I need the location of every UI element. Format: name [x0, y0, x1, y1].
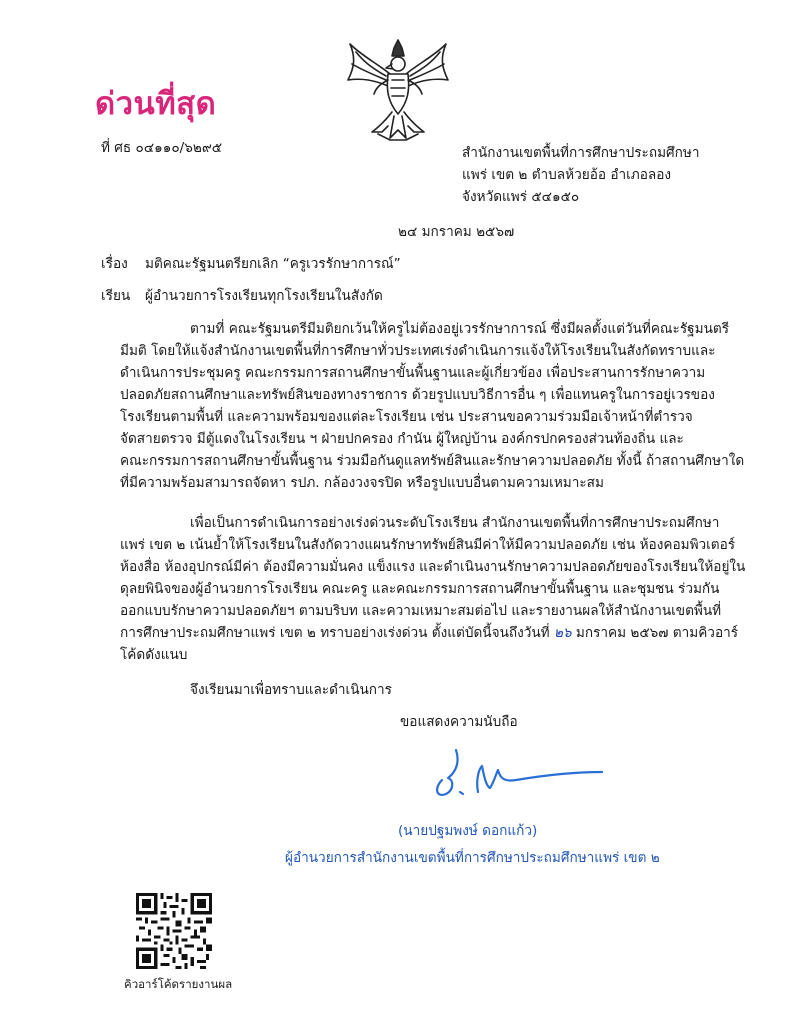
paragraph-2-line: แพร่ เขต ๒ เน้นย้ำให้โรงเรียนในสังกัดวางแผนรักษาทรัพย์สินมีค่าให้มีความปลอดภัย เช่น ห้องคอมพิวเตอร์ — [120, 537, 736, 553]
qr-caption: คิวอาร์โค้ดรายงานผล — [124, 977, 233, 991]
paragraph-1-line: มีมติ โดยให้แจ้งสำนักงานเขตพื้นที่การศึกษาทั่วประเทศเร่งดำเนินการแจ้งให้โรงเรียนในสังกัดทราบและ — [120, 343, 716, 359]
paragraph-1-line: ดำเนินการประชุมครู คณะกรรมการสถานศึกษาขั้นพื้นฐานและผู้เกี่ยวข้อง เพื่อประสานการรักษาความ — [120, 365, 706, 381]
reference-number: ที่ ศธ ๐๔๑๑๐/๖๒๙๕ — [101, 140, 223, 156]
recipient-label: เรียน — [101, 288, 131, 304]
deadline-prefix: การศึกษาประถมศึกษาแพร่ เขต ๒ ทราบอย่างเร่งด่วน ตั้งแต่บัดนี้จนถึงวันที่ — [120, 625, 550, 641]
subject-label: เรื่อง — [101, 256, 128, 272]
urgency-stamp: ด่วนที่สุด — [95, 86, 217, 122]
paragraph-1-line: โรงเรียนตามพื้นที่ และความพร้อมของแต่ละโรงเรียน เช่น ประสานขอความร่วมมือเจ้าหน้าที่ตำรวจ — [120, 409, 693, 425]
paragraph-1-line: ที่มีความพร้อมสามารถจัดหา รปภ. กล้องวงจรปิด หรือรูปแบบอื่นตามความเหมาะสม — [120, 475, 604, 491]
signatory-name: (นายปฐมพงษ์ ดอกแก้ว) — [398, 823, 538, 839]
paragraph-1-line: คณะกรรมการสถานศึกษาขั้นพื้นฐาน ร่วมมือกันดูแลทรัพย์สินและรักษาความปลอดภัย ทั้งนี้ ถ้าสถานศึกษาใด — [120, 453, 745, 469]
paragraph-2-line: เพื่อเป็นการดำเนินการอย่างเร่งด่วนระดับโรงเรียน สำนักงานเขตพื้นที่การศึกษาประถมศึกษา — [190, 515, 720, 531]
recipient-text: ผู้อำนวยการโรงเรียนทุกโรงเรียนในสังกัด — [145, 288, 383, 304]
deadline-suffix: มกราคม ๒๕๖๗ ตามคิวอาร์ — [575, 625, 739, 641]
paragraph-2-line: ออกแบบรักษาความปลอดภัยฯ ตามบริบท และความเหมาะสมต่อไป และรายงานผลให้สำนักงานเขตพื้นที่ — [120, 603, 722, 619]
paragraph-2-deadline-line — [120, 622, 739, 644]
paragraph-1-line: ตามที่ คณะรัฐมนตรีมีมติยกเว้นให้ครูไม่ต้องอยู่เวรรักษาการณ์ ซึ่งมีผลตั้งแต่วันที่คณะรัฐมนตรี — [190, 321, 730, 337]
closing-request: จึงเรียนมาเพื่อทราบและดำเนินการ — [190, 682, 392, 698]
paragraph-1-line: จัดสายตรวจ มีตู้แดงในโรงเรียน ฯ ฝ่ายปกครอง กำนัน ผู้ใหญ่บ้าน องค์กรปกครองส่วนท้องถิ่น และ — [120, 431, 684, 447]
paragraph-2-line: โค้ดดังแนบ — [120, 647, 188, 663]
deadline-day-handwritten: ๒๖ — [553, 625, 572, 641]
qr-code-icon — [136, 893, 212, 969]
paragraph-1-line: ปลอดภัยสถานศึกษาและทรัพย์สินของทางราชการ ด้วยรูปแบบวิธีการอื่น ๆ เพื่อแทนครูในการอยู่เวรของ — [120, 387, 715, 403]
sender-office-line-3: จังหวัดแพร่ ๕๔๑๕๐ — [462, 189, 580, 205]
complimentary-close: ขอแสดงความนับถือ — [400, 714, 518, 730]
paragraph-2-line: ดุลยพินิจของผู้อำนวยการโรงเรียน คณะครู และคณะกรรมการสถานศึกษาขั้นพื้นฐาน และชุมชน ร่วมกัน — [120, 581, 720, 597]
garuda-emblem-icon — [342, 34, 454, 146]
subject-text: มติคณะรัฐมนตรียกเลิก “ครูเวรรักษาการณ์” — [145, 256, 401, 272]
signatory-position: ผู้อำนวยการสำนักงานเขตพื้นที่การศึกษาประถมศึกษาแพร่ เขต ๒ — [285, 850, 660, 866]
handwritten-signature-icon — [420, 742, 610, 804]
letter-date: ๒๔ มกราคม ๒๕๖๗ — [398, 224, 515, 240]
paragraph-2-line: ห้องสื่อ ห้องอุปกรณ์มีค่า ต้องมีความมั่นคง แข็งแรง และดำเนินงานรักษาความปลอดภัยของโรงเรียนให้อยู่ใน — [120, 559, 746, 575]
sender-office-line-2: แพร่ เขต ๒ ตำบลห้วยอ้อ อำเภอลอง — [462, 167, 672, 183]
sender-office-line-1: สำนักงานเขตพื้นที่การศึกษาประถมศึกษา — [462, 145, 700, 161]
